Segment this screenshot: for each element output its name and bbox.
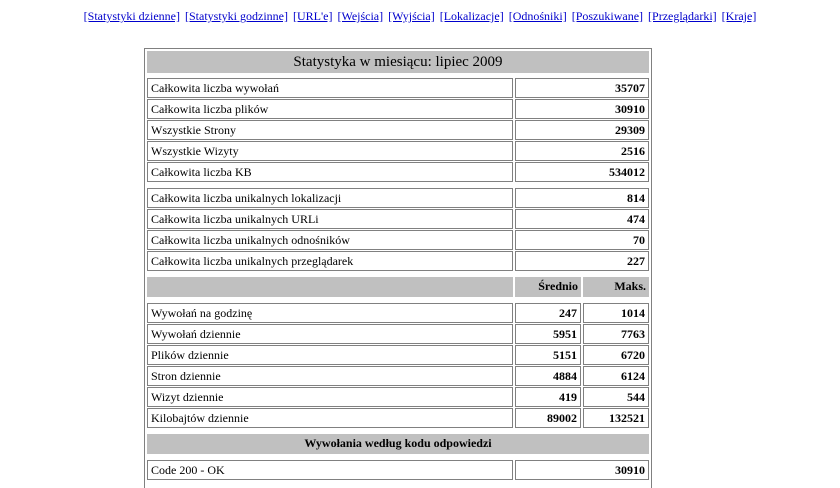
kb-per-day-max: 132521 xyxy=(583,408,649,428)
total-pages-value: 29309 xyxy=(515,120,649,140)
nav-link-referrers[interactable]: [Odnośniki] xyxy=(508,9,567,23)
nav-link-agents[interactable]: [Przeglądarki] xyxy=(648,9,717,23)
nav-link-sites[interactable]: [Lokalizacje] xyxy=(439,9,504,23)
unique-referrers-value: 70 xyxy=(515,230,649,250)
unique-urls-value: 474 xyxy=(515,209,649,229)
kb-per-day-label: Kilobajtów dziennie xyxy=(147,408,513,428)
nav-link-hourly-stats[interactable]: [Statystyki godzinne] xyxy=(184,9,288,23)
unique-referrers-label: Całkowita liczba unikalnych odnośników xyxy=(147,230,513,250)
nav-link-search[interactable]: [Poszukiwane] xyxy=(571,9,644,23)
unique-agents-value: 227 xyxy=(515,251,649,271)
nav-link-daily-stats[interactable]: [Statystyki dzienne] xyxy=(83,9,180,23)
files-per-day-avg: 5151 xyxy=(515,345,581,365)
unique-sites-value: 814 xyxy=(515,188,649,208)
response-code-200-value: 30910 xyxy=(515,460,649,480)
files-per-day-label: Plików dziennie xyxy=(147,345,513,365)
hits-per-hour-max: 1014 xyxy=(583,303,649,323)
unique-urls-label: Całkowita liczba unikalnych URLi xyxy=(147,209,513,229)
averages-header-max: Maks. xyxy=(583,277,649,297)
table-title: Statystyka w miesiącu: lipiec 2009 xyxy=(147,51,649,73)
hits-per-hour-avg: 247 xyxy=(515,303,581,323)
monthly-stats-table xyxy=(144,48,652,488)
nav-link-entry[interactable]: [Wejścia] xyxy=(337,9,384,23)
total-visits-label: Wszystkie Wizyty xyxy=(147,141,513,161)
response-code-200-label: Code 200 - OK xyxy=(147,460,513,480)
visits-per-day-avg: 419 xyxy=(515,387,581,407)
unique-sites-label: Całkowita liczba unikalnych lokalizacji xyxy=(147,188,513,208)
total-files-value: 30910 xyxy=(515,99,649,119)
total-visits-value: 2516 xyxy=(515,141,649,161)
total-files-label: Całkowita liczba plików xyxy=(147,99,513,119)
averages-header-avg: Średnio xyxy=(515,277,581,297)
total-hits-value: 35707 xyxy=(515,78,649,98)
total-pages-label: Wszystkie Strony xyxy=(147,120,513,140)
pages-per-day-label: Stron dziennie xyxy=(147,366,513,386)
unique-agents-label: Całkowita liczba unikalnych przeglądarek xyxy=(147,251,513,271)
pages-per-day-max: 6124 xyxy=(583,366,649,386)
hits-per-day-max: 7763 xyxy=(583,324,649,344)
hits-per-day-avg: 5951 xyxy=(515,324,581,344)
kb-per-day-avg: 89002 xyxy=(515,408,581,428)
total-kb-label: Całkowita liczba KB xyxy=(147,162,513,182)
nav-link-countries[interactable]: [Kraje] xyxy=(721,9,757,23)
total-kb-value: 534012 xyxy=(515,162,649,182)
hits-per-hour-label: Wywołań na godzinę xyxy=(147,303,513,323)
visits-per-day-max: 544 xyxy=(583,387,649,407)
pages-per-day-avg: 4884 xyxy=(515,366,581,386)
files-per-day-max: 6720 xyxy=(583,345,649,365)
total-hits-label: Całkowita liczba wywołań xyxy=(147,78,513,98)
nav-link-urls[interactable]: [URL'e] xyxy=(292,9,333,23)
nav-link-exit[interactable]: [Wyjścia] xyxy=(388,9,435,23)
nav-bar xyxy=(0,8,840,24)
response-codes-header: Wywołania według kodu odpowiedzi xyxy=(147,434,649,454)
averages-header-blank xyxy=(147,277,513,297)
visits-per-day-label: Wizyt dziennie xyxy=(147,387,513,407)
hits-per-day-label: Wywołań dziennie xyxy=(147,324,513,344)
